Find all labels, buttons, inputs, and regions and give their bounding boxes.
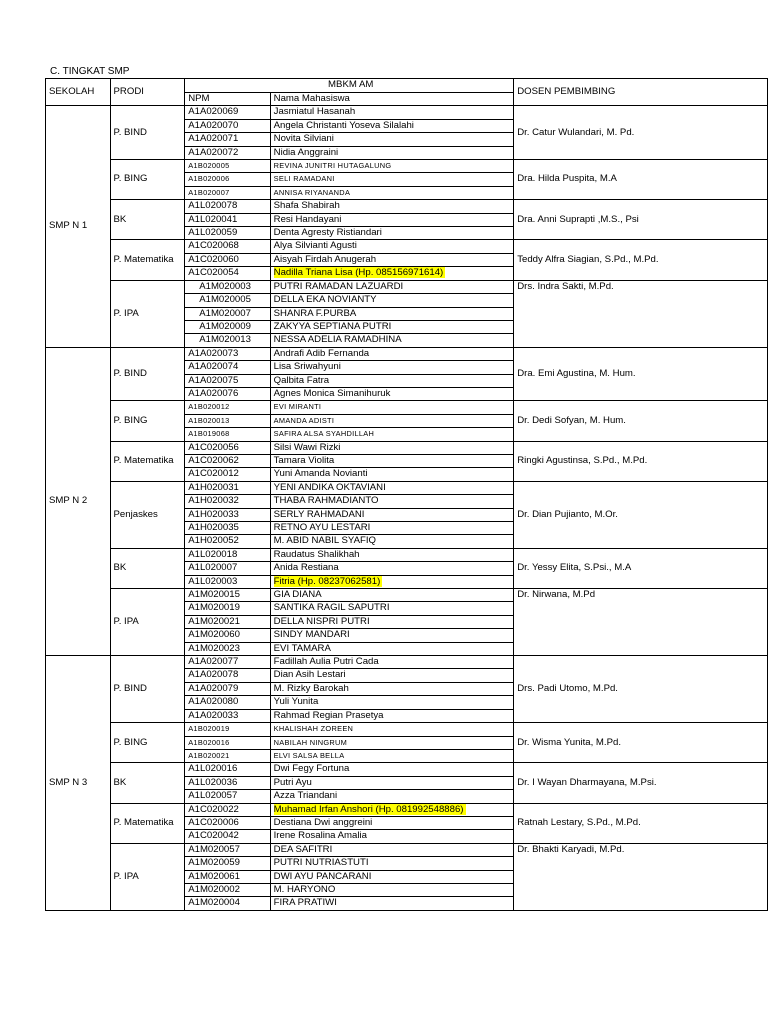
npm-cell: A1L020036 [185, 776, 270, 789]
student-name-cell: YENI ANDIKA OKTAVIANI [270, 481, 514, 494]
npm-cell: A1A020075 [185, 374, 270, 387]
student-name-cell: Dian Asih Lestari [270, 669, 514, 682]
npm-cell: A1M020015 [185, 589, 270, 602]
student-name-cell: Putri Ayu [270, 776, 514, 789]
prodi-name: P. IPA [110, 280, 185, 347]
npm-cell: A1H020052 [185, 535, 270, 548]
table-row [46, 280, 768, 293]
npm-cell: A1A020033 [185, 709, 270, 722]
student-name-cell: SHANRA F.PURBA [270, 307, 514, 320]
student-name-cell: AMANDA ADISTI [270, 414, 514, 427]
npm-cell: A1A020073 [185, 347, 270, 360]
header-mbkm: MBKM AM [185, 79, 514, 93]
student-name-cell: Angela Christanti Yoseva Silalahi [270, 119, 514, 132]
supervisor-name: Dr. Dedi Sofyan, M. Hum. [514, 401, 768, 441]
student-name-cell: SAFIRA ALSA SYAHDILLAH [270, 428, 514, 441]
table-row [46, 763, 768, 776]
student-name-cell: Andrafi Adib Fernanda [270, 347, 514, 360]
npm-cell: A1M020005 [185, 294, 270, 307]
prodi-name: BK [110, 763, 185, 803]
supervisor-name: Dr. Wisma Yunita, M.Pd. [514, 723, 768, 763]
student-name-cell: EVI TAMARA [270, 642, 514, 655]
prodi-name: P. IPA [110, 589, 185, 656]
npm-cell: A1B020007 [185, 186, 270, 199]
supervisor-table [45, 78, 768, 911]
table-row [46, 347, 768, 360]
prodi-name: P. BING [110, 723, 185, 763]
student-name-cell: Rahmad Regian Prasetya [270, 709, 514, 722]
npm-cell: A1A020079 [185, 682, 270, 695]
supervisor-name: Drs. Indra Sakti, M.Pd. [514, 280, 768, 347]
prodi-name: P. BING [110, 401, 185, 441]
student-name-cell: SELI RAMADANI [270, 173, 514, 186]
npm-cell: A1C020062 [185, 454, 270, 467]
npm-cell: A1C020056 [185, 441, 270, 454]
student-name-cell: Denta Agresty Ristiandari [270, 227, 514, 240]
npm-cell: A1A020080 [185, 696, 270, 709]
npm-cell: A1M020061 [185, 870, 270, 883]
npm-cell: A1A020071 [185, 133, 270, 146]
npm-cell: A1B020021 [185, 749, 270, 762]
student-name-cell: DWI AYU PANCARANI [270, 870, 514, 883]
student-name-cell: SANTIKA RAGIL SAPUTRI [270, 602, 514, 615]
prodi-name: P. Matematika [110, 803, 185, 843]
student-name-cell: Yuni Amanda Novianti [270, 468, 514, 481]
student-name-cell: KHALISHAH ZOREEN [270, 723, 514, 736]
prodi-name: P. IPA [110, 843, 185, 910]
student-name-cell: Raudatus Shalikhah [270, 548, 514, 561]
npm-cell: A1A020074 [185, 361, 270, 374]
header-row-1 [46, 79, 768, 93]
student-name-cell: DELLA EKA NOVIANTY [270, 294, 514, 307]
student-name-cell: DEA SAFITRI [270, 843, 514, 856]
npm-cell: A1M020013 [185, 334, 270, 347]
npm-cell: A1A020070 [185, 119, 270, 132]
student-name-cell: Alya Silvianti Agusti [270, 240, 514, 253]
student-name-cell: SINDY MANDARI [270, 629, 514, 642]
npm-cell: A1L020041 [185, 213, 270, 226]
npm-cell: A1C020022 [185, 803, 270, 816]
student-name-cell: REVINA JUNITRI HUTAGALUNG [270, 160, 514, 173]
header-npm: NPM [185, 93, 270, 106]
npm-cell: A1A020077 [185, 656, 270, 669]
prodi-name: P. Matematika [110, 240, 185, 280]
header-sekolah: SEKOLAH [46, 79, 111, 106]
npm-cell: A1M020007 [185, 307, 270, 320]
student-name-cell: M. Rizky Barokah [270, 682, 514, 695]
supervisor-name: Dr. Yessy Elita, S.Psi., M.A [514, 548, 768, 588]
supervisor-name: Dra. Anni Suprapti ,M.S., Psi [514, 200, 768, 240]
npm-cell: A1M020021 [185, 615, 270, 628]
student-name-cell: ELVI SALSA BELLA [270, 749, 514, 762]
student-name-cell: Dwi Fegy Fortuna [270, 763, 514, 776]
student-name-cell: Anida Restiana [270, 562, 514, 575]
npm-cell: A1M020003 [185, 280, 270, 293]
supervisor-name: Ratnah Lestary, S.Pd., M.Pd. [514, 803, 768, 843]
highlighted-contact: Fitria (Hp. 08237062581) [273, 575, 381, 587]
student-name-cell: Nidia Anggraini [270, 146, 514, 159]
student-name-cell: Aisyah Firdah Anugerah [270, 253, 514, 266]
prodi-name: BK [110, 200, 185, 240]
prodi-name: P. BIND [110, 106, 185, 160]
student-name-cell: NESSA ADELIA RAMADHINA [270, 334, 514, 347]
student-name-cell [270, 575, 514, 588]
supervisor-name: Dr. I Wayan Dharmayana, M.Psi. [514, 763, 768, 803]
npm-cell: A1L020016 [185, 763, 270, 776]
student-name-cell: ANNISA RIYANANDA [270, 186, 514, 199]
prodi-name: P. Matematika [110, 441, 185, 481]
student-name-cell: Irene Rosalina Amalia [270, 830, 514, 843]
table-row [46, 843, 768, 856]
prodi-name: BK [110, 548, 185, 588]
student-name-cell: Resi Handayani [270, 213, 514, 226]
table-row [46, 401, 768, 414]
npm-cell: A1C020042 [185, 830, 270, 843]
student-name-cell: FIRA PRATIWI [270, 897, 514, 910]
student-name-cell [270, 267, 514, 280]
npm-cell: A1L020007 [185, 562, 270, 575]
table-row [46, 803, 768, 816]
header-dosen: DOSEN PEMBIMBING [514, 79, 768, 106]
highlighted-contact: Nadilla Triana Lisa (Hp. 085156971614) [273, 267, 444, 279]
npm-cell: A1M020004 [185, 897, 270, 910]
student-name-cell: Jasmiatul Hasanah [270, 106, 514, 119]
student-name-cell: Tamara Violita [270, 454, 514, 467]
npm-cell: A1L020059 [185, 227, 270, 240]
npm-cell: A1C020060 [185, 253, 270, 266]
supervisor-name: Dr. Dian Pujianto, M.Or. [514, 481, 768, 548]
student-name-cell: PUTRI RAMADAN LAZUARDI [270, 280, 514, 293]
npm-cell: A1C020006 [185, 816, 270, 829]
npm-cell: A1A020076 [185, 387, 270, 400]
npm-cell: A1H020031 [185, 481, 270, 494]
npm-cell: A1C020068 [185, 240, 270, 253]
npm-cell: A1B020013 [185, 414, 270, 427]
student-name-cell: PUTRI NUTRIASTUTI [270, 857, 514, 870]
npm-cell: A1L020057 [185, 790, 270, 803]
student-name-cell [270, 803, 514, 816]
table-row [46, 656, 768, 669]
student-name-cell: Lisa Sriwahyuni [270, 361, 514, 374]
npm-cell: A1L020078 [185, 200, 270, 213]
npm-cell: A1M020023 [185, 642, 270, 655]
header-nama: Nama Mahasiswa [270, 93, 514, 106]
supervisor-name: Dr. Nirwana, M.Pd [514, 589, 768, 656]
npm-cell: A1M020009 [185, 320, 270, 333]
prodi-name: P. BING [110, 160, 185, 200]
npm-cell: A1A020072 [185, 146, 270, 159]
student-name-cell: M. HARYONO [270, 883, 514, 896]
supervisor-name: Ringki Agustinsa, S.Pd., M.Pd. [514, 441, 768, 481]
table-row [46, 200, 768, 213]
school-name: SMP N 3 [46, 656, 111, 911]
npm-cell: A1B020012 [185, 401, 270, 414]
highlighted-contact: Muhamad Irfan Anshori (Hp. 081992548886) [273, 803, 464, 815]
npm-cell: A1M020019 [185, 602, 270, 615]
supervisor-name: Teddy Alfra Siagian, S.Pd., M.Pd. [514, 240, 768, 280]
student-name-cell: RETNO AYU LESTARI [270, 522, 514, 535]
student-name-cell: Qalbita Fatra [270, 374, 514, 387]
npm-cell: A1H020032 [185, 495, 270, 508]
student-name-cell: Fadillah Aulia Putri Cada [270, 656, 514, 669]
school-name: SMP N 1 [46, 106, 111, 347]
npm-cell: A1B020005 [185, 160, 270, 173]
student-name-cell: GIA DIANA [270, 589, 514, 602]
student-name-cell: Destiana Dwi anggreini [270, 816, 514, 829]
npm-cell: A1B020016 [185, 736, 270, 749]
supervisor-name: Dr. Bhakti Karyadi, M.Pd. [514, 843, 768, 910]
supervisor-name: Dr. Catur Wulandari, M. Pd. [514, 106, 768, 160]
supervisor-name: Dra. Hilda Puspita, M.A [514, 160, 768, 200]
table-row [46, 160, 768, 173]
npm-cell: A1C020012 [185, 468, 270, 481]
table-row [46, 441, 768, 454]
student-name-cell: M. ABID NABIL SYAFIQ [270, 535, 514, 548]
student-name-cell: SERLY RAHMADANI [270, 508, 514, 521]
npm-cell: A1L020003 [185, 575, 270, 588]
npm-cell: A1M020060 [185, 629, 270, 642]
npm-cell: A1H020035 [185, 522, 270, 535]
table-row [46, 548, 768, 561]
table-row [46, 481, 768, 494]
student-name-cell: Novita Silviani [270, 133, 514, 146]
student-name-cell: NABILAH NINGRUM [270, 736, 514, 749]
student-name-cell: Agnes Monica Simanihuruk [270, 387, 514, 400]
npm-cell: A1H020033 [185, 508, 270, 521]
table-row [46, 589, 768, 602]
prodi-name: P. BIND [110, 347, 185, 401]
student-name-cell: DELLA NISPRI PUTRI [270, 615, 514, 628]
prodi-name: P. BIND [110, 656, 185, 723]
npm-cell: A1B019068 [185, 428, 270, 441]
student-name-cell: Shafa Shabirah [270, 200, 514, 213]
section-title: C. TINGKAT SMP [50, 66, 130, 77]
student-name-cell: EVI MIRANTI [270, 401, 514, 414]
table-row [46, 106, 768, 119]
npm-cell: A1M020059 [185, 857, 270, 870]
npm-cell: A1M020002 [185, 883, 270, 896]
supervisor-name: Dra. Emi Agustina, M. Hum. [514, 347, 768, 401]
table-row [46, 723, 768, 736]
school-name: SMP N 2 [46, 347, 111, 655]
supervisor-name: Drs. Padi Utomo, M.Pd. [514, 656, 768, 723]
npm-cell: A1L020018 [185, 548, 270, 561]
npm-cell: A1B020006 [185, 173, 270, 186]
prodi-name: Penjaskes [110, 481, 185, 548]
student-name-cell: Azza Triandani [270, 790, 514, 803]
header-prodi: PRODI [110, 79, 185, 106]
table-row [46, 240, 768, 253]
npm-cell: A1C020054 [185, 267, 270, 280]
student-name-cell: THABA RAHMADIANTO [270, 495, 514, 508]
npm-cell: A1M020057 [185, 843, 270, 856]
student-name-cell: Silsi Wawi Rizki [270, 441, 514, 454]
npm-cell: A1B020019 [185, 723, 270, 736]
student-name-cell: ZAKYYA SEPTIANA PUTRI [270, 320, 514, 333]
npm-cell: A1A020069 [185, 106, 270, 119]
npm-cell: A1A020078 [185, 669, 270, 682]
student-name-cell: Yuli Yunita [270, 696, 514, 709]
